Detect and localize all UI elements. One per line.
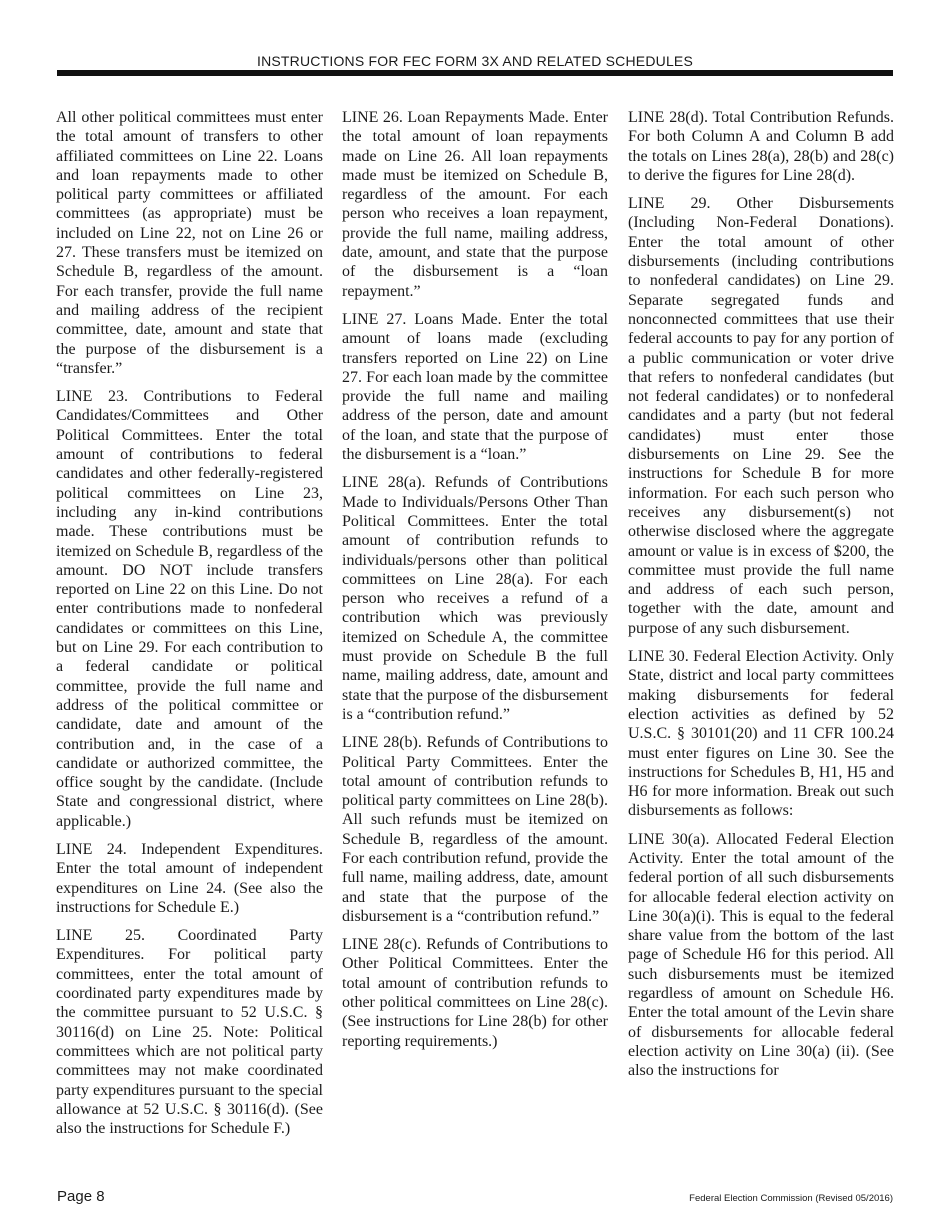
paragraph-line-28d: LINE 28(d). Total Contribution Refunds. For both Column A and Column B add the totals on Lines 28(a), 28(b) and 28(c) to derive the figures for Line 28(d). — [628, 109, 894, 184]
text-column-3 — [628, 108, 894, 1090]
paragraph-line-28c: LINE 28(c). Refunds of Contributions to Other Political Committees. Enter the total amount of contribution refunds to other political committees on Line 28(c). (See instructions for Line 28(b) for other reporting requirements.) — [342, 936, 608, 1050]
paragraph-line-25: LINE 25. Coordinated Party Expenditures. For political party committees, enter the total amount of coordinated party expenditures made by the committee pursuant to 52 U.S.C. § 30116(d) on Line 25. Note: Political committees which are not political party committees may not make coordinated party expenditures pursuant to the special allowance at 52 U.S.C. § 30116(d). (See also the instructions for Schedule F.) — [56, 927, 323, 1138]
text-column-2 — [342, 108, 608, 1060]
page-header-title: INSTRUCTIONS FOR FEC FORM 3X AND RELATED SCHEDULES — [256, 53, 693, 69]
paragraph-line-30a: LINE 30(a). Allocated Federal Election Activity. Enter the total amount of the federal portion of all such disbursements for allocable federal election activity on Line 30(a)(i). This is equal to the federal share value from the bottom of the last page of Schedule H6 for this period. All such disbursements must be itemized regardless of amount on Schedule H6. Enter the total amount of the Levin share of disbursements for allocable federal election activity on Line 30(a) (ii). (See also the instructions for — [628, 830, 894, 1080]
paragraph-line-29: LINE 29. Other Disbursements (Including Non-Federal Donations). Enter the total amount of other disbursements (including contributions to nonfederal candidates) on Line 29. Separate segregated funds and nonconnected committees that use their federal accounts to pay for any portion of a public communication or voter drive that refers to nonfederal candidates (but not federal candidates) or to nonfederal candidates and a party (but not federal candidates) must enter those disbursements on Line 29. See the instructions for Schedule B for more information. For each such person who receives any disbursement(s) not otherwise disclosed where the aggregate amount or value is in excess of $200, the committee must provide the full name and address of each such person, together with the date, amount and purpose of any such disbursement. — [628, 195, 894, 637]
paragraph-line-30: LINE 30. Federal Election Activity. Only State, district and local party committees making disbursements for federal election activities as defined by 52 U.S.C. § 30101(20) and 11 CFR 100.24 must enter figures on Line 30. See the instructions for Schedules B, H1, H5 and H6 for more information. Break out such disbursements as follows: — [628, 648, 894, 820]
paragraph-line-26: LINE 26. Loan Repayments Made. Enter the total amount of loan repayments made on Line 26. All loan repayments made must be itemized on Schedule B, regardless of the amount. For each person who receives a loan repayment, provide the full name, mailing address, date, amount, and state that the purpose of the disbursement is a “loan repayment.” — [342, 109, 608, 300]
header-rule — [57, 70, 893, 76]
paragraph-line-23: LINE 23. Contributions to Federal Candidates/Committees and Other Political Committees. Enter the total amount of contributions to federal candidates and other federally-registered political committees on Line 23, including any in-kind contributions made. These contributions must be itemized on Schedule B, regardless of the amount. DO NOT include transfers reported on Line 22 on this Line. Do not enter contributions made to nonfederal candidates or committees on this Line, but on Line 29. For each contribution to a federal candidate or political committee, provide the full name and address of the political committee or candidate, date and amount of the contribution and, in the case of a candidate or authorized committee, the office sought by the candidate. (Include State and congressional district, where applicable.) — [56, 388, 323, 830]
publisher-credit: Federal Election Commission (Revised 05/2016) — [689, 1193, 893, 1204]
paragraph: All other political committees must enter the total amount of transfers to other affiliated committees on Line 22. Loans and loan repayments made to other political party committees or affiliated committees (as appropriate) must be included on Line 22, not on Line 26 or 27. These transfers must be itemized on Schedule B, regardless of the amount. For each transfer, provide the full name and mailing address of the recipient committee, date, amount and state that the purpose of the disbursement is a “transfer.” — [56, 109, 323, 377]
paragraph-line-28b: LINE 28(b). Refunds of Contributions to Political Party Committees. Enter the total amount of contribution refunds to political party committees on Line 28(b). All such refunds must be itemized on Schedule B, regardless of the amount. For each contribution refund, provide the full name, mailing address, date, amount and state that the purpose of the disbursement is a “contribution refund.” — [342, 734, 608, 925]
page-number: Page 8 — [57, 1188, 105, 1205]
paragraph-line-24: LINE 24. Independent Expenditures. Enter the total amount of independent expenditures on Line 24. (See also the instructions for Schedule E.) — [56, 840, 323, 916]
paragraph-line-27: LINE 27. Loans Made. Enter the total amount of loans made (excluding transfers reported on Line 22) on Line 27. For each loan made by the committee provide the full name and mailing address of the person, date and amount of the loan, and state that the purpose of the disbursement is a “loan.” — [342, 310, 608, 464]
paragraph-line-28a: LINE 28(a). Refunds of Contributions Made to Individuals/Persons Other Than Political Committees. Enter the total amount of contribution refunds to individuals/persons other than political committees on Line 28(a). For each person who receives a refund of a contribution which was previously itemized on Schedule A, the committee must provide on Schedule B the full name, mailing address, date, amount and state that the purpose of the disbursement is a “contribution refund.” — [342, 474, 608, 723]
text-column-1 — [56, 108, 323, 1147]
